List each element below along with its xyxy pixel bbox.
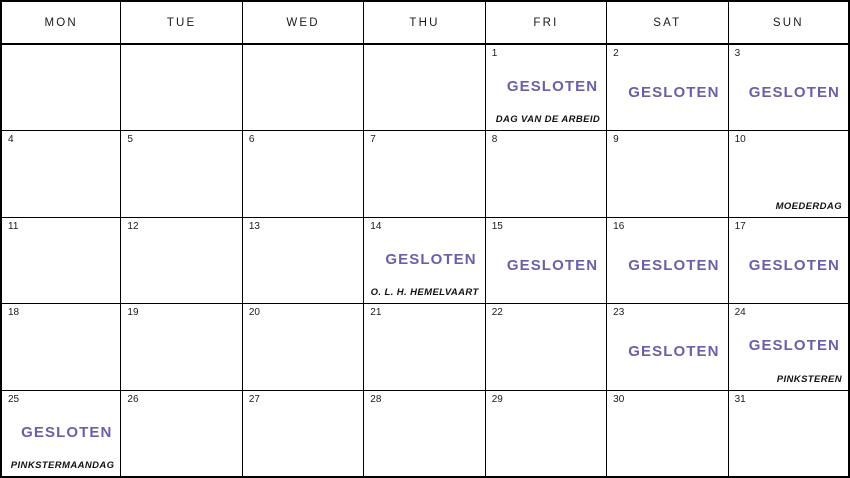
week-row bbox=[0, 391, 850, 476]
day-body bbox=[492, 319, 600, 385]
day-number: 23 bbox=[613, 307, 625, 319]
day-number: 26 bbox=[127, 393, 139, 405]
day-cell[interactable] bbox=[607, 131, 728, 216]
closed-label: GESLOTEN bbox=[748, 257, 840, 275]
day-body bbox=[492, 233, 600, 299]
day-number: 17 bbox=[734, 220, 746, 232]
day-body bbox=[249, 233, 357, 299]
day-cell[interactable] bbox=[607, 45, 728, 130]
day-body bbox=[735, 146, 842, 200]
closed-label: GESLOTEN bbox=[506, 78, 599, 96]
day-number: 16 bbox=[613, 220, 625, 232]
day-cell[interactable] bbox=[243, 304, 364, 389]
day-cell[interactable] bbox=[121, 218, 242, 303]
day-number: 13 bbox=[248, 220, 260, 232]
day-cell[interactable] bbox=[729, 131, 850, 216]
weekday-header-sat: SAT bbox=[607, 2, 728, 43]
day-body bbox=[127, 146, 235, 212]
day-number: 4 bbox=[8, 134, 14, 146]
day-body bbox=[492, 146, 600, 212]
day-note: PINKSTEREN bbox=[776, 373, 842, 385]
day-number: 6 bbox=[248, 134, 255, 146]
weekday-header-row bbox=[0, 2, 850, 45]
closed-label: GESLOTEN bbox=[628, 343, 720, 361]
day-cell[interactable] bbox=[486, 304, 607, 389]
day-body bbox=[370, 406, 478, 472]
day-body bbox=[127, 48, 235, 126]
day-body bbox=[249, 146, 357, 212]
day-body bbox=[249, 406, 357, 472]
closed-label: GESLOTEN bbox=[748, 337, 840, 355]
day-body bbox=[613, 319, 721, 385]
day-number: 3 bbox=[734, 48, 741, 59]
day-number: 27 bbox=[248, 393, 260, 405]
day-number: 5 bbox=[127, 134, 133, 146]
day-cell[interactable] bbox=[364, 304, 485, 389]
day-number: 20 bbox=[248, 307, 260, 319]
day-cell[interactable] bbox=[121, 304, 242, 389]
day-number: 21 bbox=[370, 307, 382, 319]
day-number: 29 bbox=[491, 393, 503, 405]
day-cell[interactable] bbox=[607, 304, 728, 389]
day-body bbox=[8, 319, 114, 385]
day-number: 22 bbox=[491, 307, 503, 319]
day-cell[interactable] bbox=[0, 304, 121, 389]
closed-label: GESLOTEN bbox=[506, 257, 599, 275]
day-number: 15 bbox=[491, 220, 503, 232]
day-body bbox=[613, 406, 721, 472]
day-body bbox=[8, 233, 114, 299]
day-number: 9 bbox=[613, 134, 619, 146]
day-number: 8 bbox=[491, 134, 498, 146]
day-body bbox=[8, 146, 114, 212]
day-number: 2 bbox=[613, 48, 619, 59]
day-body bbox=[127, 233, 235, 299]
day-cell[interactable] bbox=[486, 218, 607, 303]
day-cell[interactable] bbox=[0, 218, 121, 303]
day-body bbox=[370, 146, 478, 212]
day-body bbox=[735, 60, 842, 126]
day-number: 31 bbox=[734, 393, 746, 405]
day-cell[interactable] bbox=[243, 218, 364, 303]
day-body bbox=[249, 319, 357, 385]
day-note: O. L. H. HEMELVAART bbox=[370, 287, 479, 299]
calendar-weeks bbox=[0, 45, 850, 476]
day-number: 18 bbox=[8, 307, 20, 319]
day-cell[interactable] bbox=[729, 218, 850, 303]
weekday-header-wed: WED bbox=[243, 2, 364, 43]
day-body bbox=[370, 233, 478, 287]
day-cell[interactable] bbox=[364, 131, 485, 216]
day-body bbox=[249, 48, 357, 126]
week-row bbox=[0, 218, 850, 304]
week-row bbox=[0, 45, 850, 131]
day-body bbox=[613, 233, 721, 299]
day-number: 14 bbox=[370, 220, 382, 232]
day-number: 28 bbox=[370, 393, 382, 405]
day-cell[interactable] bbox=[0, 45, 121, 130]
closed-label: GESLOTEN bbox=[628, 84, 720, 102]
day-cell[interactable] bbox=[486, 45, 607, 130]
day-note: DAG VAN DE ARBEID bbox=[495, 114, 601, 126]
day-cell[interactable] bbox=[729, 304, 850, 389]
weekday-header-fri: FRI bbox=[486, 2, 607, 43]
day-body bbox=[127, 319, 235, 385]
day-number: 19 bbox=[127, 307, 139, 319]
day-number: 12 bbox=[127, 220, 139, 232]
day-body bbox=[492, 60, 600, 114]
day-body bbox=[613, 60, 721, 126]
day-cell[interactable] bbox=[121, 391, 242, 476]
closed-label: GESLOTEN bbox=[628, 257, 720, 275]
day-number: 1 bbox=[491, 48, 498, 59]
day-cell[interactable] bbox=[121, 131, 242, 216]
day-body bbox=[370, 48, 478, 126]
day-body bbox=[735, 233, 842, 299]
day-body bbox=[492, 406, 600, 472]
weekday-header-sun: SUN bbox=[729, 2, 850, 43]
day-body bbox=[370, 319, 478, 385]
day-note: MOEDERDAG bbox=[775, 200, 842, 212]
day-cell[interactable] bbox=[364, 45, 485, 130]
closed-label: GESLOTEN bbox=[21, 423, 113, 441]
day-cell[interactable] bbox=[0, 391, 121, 476]
weekday-header-mon: MON bbox=[0, 2, 121, 43]
day-cell[interactable] bbox=[121, 45, 242, 130]
day-number: 30 bbox=[613, 393, 625, 405]
day-cell[interactable] bbox=[729, 391, 850, 476]
day-cell[interactable] bbox=[729, 45, 850, 130]
day-note: PINKSTERMAANDAG bbox=[10, 460, 115, 472]
weekday-header-tue: TUE bbox=[121, 2, 242, 43]
day-cell[interactable] bbox=[486, 391, 607, 476]
day-cell[interactable] bbox=[364, 391, 485, 476]
day-cell[interactable] bbox=[486, 131, 607, 216]
day-number: 10 bbox=[734, 134, 746, 146]
day-cell[interactable] bbox=[243, 391, 364, 476]
day-cell[interactable] bbox=[607, 218, 728, 303]
closed-label: GESLOTEN bbox=[748, 84, 840, 102]
week-row bbox=[0, 131, 850, 217]
day-body bbox=[613, 146, 721, 212]
day-body bbox=[735, 406, 842, 472]
day-body bbox=[8, 406, 114, 460]
day-cell[interactable] bbox=[0, 131, 121, 216]
day-number: 25 bbox=[8, 393, 20, 405]
day-number: 11 bbox=[8, 220, 19, 232]
day-number: 24 bbox=[734, 307, 746, 319]
day-cell[interactable] bbox=[364, 218, 485, 303]
day-body bbox=[8, 48, 114, 126]
day-cell[interactable] bbox=[607, 391, 728, 476]
day-cell[interactable] bbox=[243, 45, 364, 130]
week-row bbox=[0, 304, 850, 390]
weekday-header-thu: THU bbox=[364, 2, 485, 43]
day-number: 7 bbox=[370, 134, 376, 146]
day-cell[interactable] bbox=[243, 131, 364, 216]
day-body bbox=[735, 319, 842, 373]
day-body bbox=[127, 406, 235, 472]
closed-label: GESLOTEN bbox=[385, 251, 477, 269]
